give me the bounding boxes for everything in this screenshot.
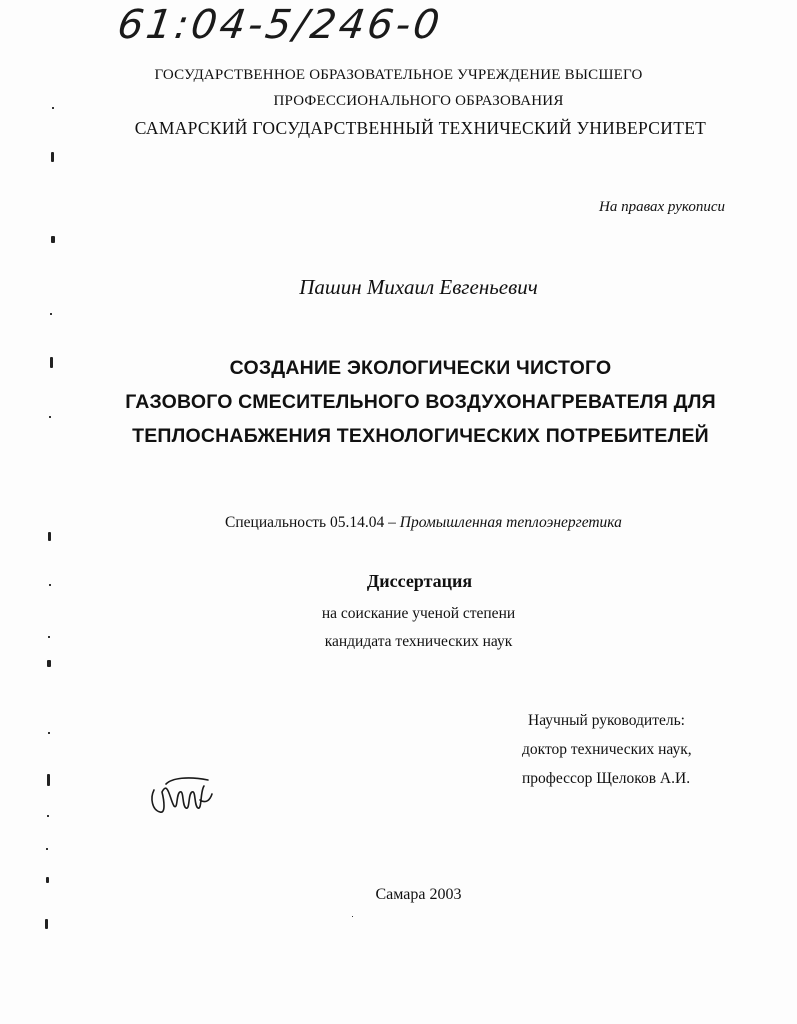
university-name: САМАРСКИЙ ГОСУДАРСТВЕННЫЙ ТЕХНИЧЕСКИЙ УНИВЕРСИТЕТ <box>134 118 707 138</box>
author-name: Пашин Михаил Евгеньевич <box>299 275 538 299</box>
margin-mark <box>47 660 51 667</box>
specialty-name: Промышленная теплоэнергетика <box>399 514 622 531</box>
margin-mark <box>48 636 50 638</box>
supervisor-degree: доктор технических наук, <box>522 741 692 758</box>
margin-mark <box>47 774 50 786</box>
title-line-1: СОЗДАНИЕ ЭКОЛОГИЧЕСКИ ЧИСТОГО <box>229 357 612 379</box>
institution-line-2: ПРОФЕССИОНАЛЬНОГО ОБРАЗОВАНИЯ <box>273 93 564 109</box>
margin-mark <box>352 916 353 917</box>
dissertation-heading: Диссертация <box>366 571 473 591</box>
margin-mark <box>47 815 49 817</box>
manuscript-rights: На правах рукописи <box>599 199 725 215</box>
city-year: Самара 2003 <box>375 886 462 903</box>
margin-mark <box>51 236 55 243</box>
archive-code: 61:04-5/246-0 <box>114 2 446 48</box>
margin-mark <box>46 877 49 883</box>
margin-mark <box>46 848 48 850</box>
margin-mark <box>49 584 51 586</box>
dissertation-line-1: на соискание ученой степени <box>321 605 516 622</box>
title-line-2: ГАЗОВОГО СМЕСИТЕЛЬНОГО ВОЗДУХОНАГРЕВАТЕЛЯ ДЛЯ <box>125 391 716 413</box>
margin-mark <box>50 313 52 315</box>
signature-scribble <box>148 770 218 820</box>
margin-mark <box>49 416 51 418</box>
margin-mark <box>51 152 54 162</box>
institution-line-1: ГОСУДАРСТВЕННОЕ ОБРАЗОВАТЕЛЬНОЕ УЧРЕЖДЕНИЕ ВЫСШЕГО <box>154 67 643 83</box>
margin-mark <box>48 532 51 541</box>
specialty-prefix: Специальность 05.14.04 – <box>225 514 400 531</box>
margin-mark <box>45 919 48 929</box>
specialty <box>25 514 797 532</box>
margin-mark <box>50 357 53 368</box>
dissertation-line-2: кандидата технических наук <box>324 633 513 650</box>
supervisor-label: Научный руководитель: <box>528 712 685 729</box>
margin-mark <box>48 732 50 734</box>
title-line-3: ТЕПЛОСНАБЖЕНИЯ ТЕХНОЛОГИЧЕСКИХ ПОТРЕБИТЕЛЕЙ <box>132 425 709 447</box>
supervisor-name: профессор Щелоков А.И. <box>522 770 691 787</box>
margin-mark <box>52 107 54 109</box>
